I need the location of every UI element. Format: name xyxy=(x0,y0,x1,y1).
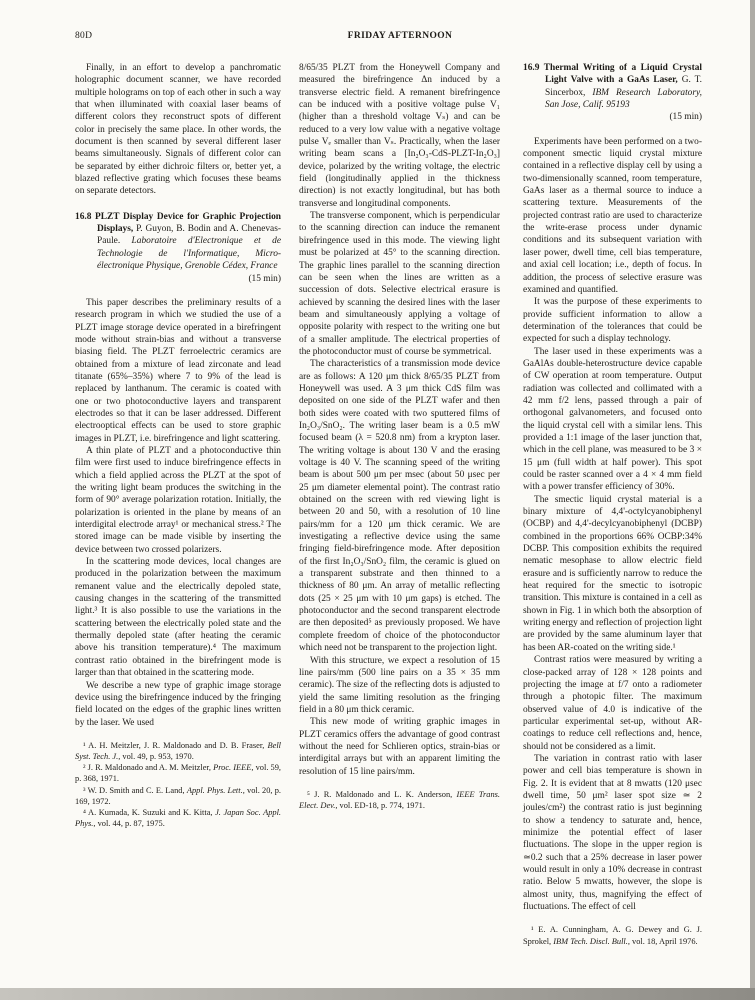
session-duration: (15 min) xyxy=(248,273,281,284)
paragraph: With this structure, we expect a resolution of 15 line pairs/mm (500 line pairs on a 35 × 35 mm ceramic). The size of the reflecting dots is adjusted to yield the same limiting resolution as the fringing field in a 80 μm thick ceramic. xyxy=(299,655,500,715)
paragraph: A thin plate of PLZT and a photoconductive thin film were first used to induce birefringence effects in which a field applied across the PLZT at the spot of the writing light beam produces the switching in the form of 90° average polarization rotation. Initially, the polarization is oriented in the plane by means of an interdigital electrode array¹ or mechanical stress.² The stored image can be made visible by inserting the device between two crossed polarizers. xyxy=(75,445,281,555)
paragraph: In the scattering mode devices, local changes are produced in the polarization between the maximum remanent value and the electrically depoled state, causing changes in the scattering of the transmitted light.³ It is also possible to use the variations in the scattering between the electrically poled state and the thermally depoled state (after heating the ceramic above his transition temperature).⁴ The maximum contrast ratio obtained in the birefringent mode is larger than that obtained in the scattering mode. xyxy=(75,557,281,679)
paragraph: This new mode of writing graphic images in PLZT ceramics offers the advantage of good contrast without the need for Schlieren optics, strain-bias or interdigital arrays but with an apparent limiting the resolution of 15 line pairs/mm. xyxy=(299,717,500,777)
footnote: ⁵ J. R. Maldonado and L. K. Anderson, IEEE Trans. Elect. Dev., vol. ED-18, p. 774, 1971. xyxy=(299,789,500,811)
session-duration: (15 min) xyxy=(669,112,702,123)
paragraph: The laser used in these experiments was a GaAlAs double-heterostructure device capable of CW operation at room temperature. Output radiation was collected and collimated with a 42 mm f/2 lens, passed through a pair of orthogonal galvanometers, and focused onto the liquid crystal cell with a similar lens. This provided a 1:1 image of the laser junction that, which in the cell plane, was measured to be 3 × 15 μm (full width at half power). This spot could be raster scanned over a 4 × 4 mm field with a power transfer efficiency of 30%. xyxy=(523,346,702,493)
footnote: ⁴ A. Kumada, K. Suzuki and K. Kitta, J. Japan Soc. Appl. Phys., vol. 44, p. 87, 1975. xyxy=(75,808,281,829)
scan-edge-right xyxy=(750,0,755,1000)
column-1 xyxy=(75,62,281,830)
paragraph: 8/65/35 PLZT from the Honeywell Company and measured the birefringence Δn induced by a transverse electric field. A remanent birefringence can be induced with a positive voltage pulse V₁ (higher than a threshold voltage Vₛ) and can be reduced to a very low value with a negative voltage pulse Vₑ smaller than Vₛ. Practically, when the laser writing beam scans a [In₂O₃-CdS-PLZT-In₂O₃] device, polarized by the writing voltage, the electric field (longitudinally applied in the thickness direction) is not exactly longitudinal, but has both transverse and longitudinal components. xyxy=(299,63,500,209)
section-16-9-heading: 16.9 Thermal Writing of a Liquid Crystal Light Valve with a GaAs Laser, G. T. Sincerbox, IBM Research Laboratory, San Jose, Calif. 95193 xyxy=(523,63,702,111)
paragraph: It was the purpose of these experiments to provide sufficient information to allow a determination of the tolerances that could be expected for such a display technology. xyxy=(523,297,702,345)
paragraph: We describe a new type of graphic image storage device using the birefringence induced by the fringing field located on the edges of the graphic lines written by the laser. We used xyxy=(75,680,281,728)
paragraph: Experiments have been performed on a two-component smectic liquid crystal mixture contained in a reflective display cell by using a two-dimensionally scanned, room temperature, GaAs laser as a thermal source to induce a scattering texture. Measurements of the projected contrast ratio are used to characterize the write-erase process under dynamic conditions and its subsequent variation with laser power, dwell time, cell bias temperature, and axial cell location; i.e., depth of focus. In addition, the process of selective erasure was examined and quantified. xyxy=(523,136,702,295)
footnote: ³ W. D. Smith and C. E. Land, Appl. Phys. Lett., vol. 20, p. 169, 1972. xyxy=(75,785,281,806)
paragraph: The transverse component, which is perpendicular to the scanning direction can induce the remanent birefringence used in this mode. The viewing light must be polarized at 45° to the scanning direction. The graphic lines parallel to the scanning direction can be seen when the lines are written as a succession of dots. Selective electrical erasure is achieved by scanning the desired lines with the laser beam and simultaneously applying a voltage of opposite polarity with respect to the writing one but of a smaller amplitude. The electrical properties of the photoconductor must of course be symmetrical. xyxy=(299,211,500,357)
column-2 xyxy=(299,62,500,811)
section-16-8-heading: 16.8 PLZT Display Device for Graphic Projection Displays, P. Guyon, B. Bodin and A. Chenevas-Paule. Laboratoire d'Electronique et de Technologie de l'Informatique, Micro-électronique Physique, Grenoble Cédex, France xyxy=(75,211,281,272)
footnote: ² J. R. Maldonado and A. M. Meitzler, Proc. IEEE, vol. 59, p. 368, 1971. xyxy=(75,763,282,784)
paragraph: This paper describes the preliminary results of a research program in which we studied the use of a PLZT image storage device operated in a birefringent mode without strain-bias and without a transverse biasing field. The PLZT ferroelectric ceramics are obtained from a mixture of lead zirconate and lead titanate (65%–35%) where 7 to 9% of the lead is replaced by lanthanum. The ceramic is coated with one or two photoconductive layers and transparent electrodes so that it can be laser addressed. Different electrooptical effects can be used to store graphic images in PLZT, i.e. birefringence and light scattering. xyxy=(75,297,281,444)
footnotes xyxy=(523,924,702,946)
paragraph: The characteristics of a transmission mode device are as follows: A 120 μm thick 8/65/35 PLZT from Honeywell was used. A 3 μm thick CdS film was deposited on one side of the PLZT wafer and then both sides were coated with two sputtered films of In₂O₃/SnO₂. The writing laser beam is a 0.5 mW focused beam (λ = 520.8 nm) from a krypton laser. The writing voltage is about 130 V and the erasing voltage is 40 V. The scanning speed of the writing beam is about 500 μm per msec (about 50 μsec per 25 μm diameter elemental point). The contrast ratio obtained on the screen with red viewing light is between 20 and 50, with a resolution of 10 line pairs/mm for a 120 μm thick ceramic. We are investigating a reflective device using the same fringing field-birefringence mode. After deposition of the first In₂O₃/SnO₂ film, the ceramic is glued on a transparent substrate and then thinned to a thickness of 80 μm. An array of metallic reflecting dots (25 × 25 μm with 10 μm gaps) is etched. The photoconductor and the second transparent electrode are then deposited⁵ as previously proposed. We have complete freedom of choice of the photoconductor which need not be transparent to the projection light. xyxy=(299,359,500,654)
paragraph: The variation in contrast ratio with laser power and cell bias temperature is shown in Fig. 2. It is evident that at 8 mwatts (120 μsec dwell time, 50 μm² laser spot size ≃ 2 joules/cm²) the contrast ratio is just beginning to show a tendency to saturate and, hence, minimize the potential effect of laser fluctuations. The slope in the upper region is ≃0.2 such that a 25% decrease in laser power would result in only a 10% decrease in contrast ratio. Below 5 mwatts, however, the slope is almost unity, thus, magnifying the effect of fluctuations. The effect of cell xyxy=(523,753,702,913)
paragraph: The smectic liquid crystal material is a binary mixture of 4,4'-octylcyanobiphenyl (OCBP) and 4,4'-decylcyanobiphenyl (DCBP) combined in the proportions 66% OCBP:34% DCBP. This composition exhibits the required nematic mesophase to allow electric field erasure and is sufficiently narrow to reduce the heat required for the smectic to isotropic transition. This mixture is contained in a cell as shown in Fig. 1 in which both the absorption of writing energy and reflection of projection light are provided by the same aluminum layer that has been AR-coated on the writing side.¹ xyxy=(523,494,702,653)
scan-edge-bottom xyxy=(0,988,755,1000)
footnotes xyxy=(75,740,281,830)
footnote: ¹ A. H. Meitzler, J. R. Maldonado and D. B. Fraser, Bell Syst. Tech. J., vol. 49, p. 953, 1970. xyxy=(75,740,281,762)
session-title: FRIDAY AFTERNOON xyxy=(347,31,453,41)
footnotes xyxy=(299,789,500,811)
footnote: ¹ E. A. Cunningham, A. G. Dewey and G. J. Sprokel, IBM Tech. Discl. Bull., vol. 18, April 1976. xyxy=(523,925,702,946)
page-number: 80D xyxy=(75,31,93,41)
column-3 xyxy=(523,62,702,947)
page-header xyxy=(0,31,755,45)
paragraph: Contrast ratios were measured by writing a close-packed array of 128 × 128 points and projecting the image at f/7 onto a radiometer through a photopic filter. The maximum observed value of 4.0 is indicative of the particular experimental set-up, without AR-coatings to reduce cell reflections and, hence, should not be considered as a limit. xyxy=(523,655,702,752)
paragraph: Finally, in an effort to develop a panchromatic holographic document scanner, we have recorded multiple holograms on top of each other in such a way that when illuminated with coaxial laser beams of different colors they reconstruct spots of different color in precisely the same place. In other words, the document is then scanned by several different laser beams simultaneously. Signals of different color can be separated by either dichroic filters or, better yet, a blazed reflective grating which focuses these beams on separate detectors. xyxy=(75,63,281,197)
